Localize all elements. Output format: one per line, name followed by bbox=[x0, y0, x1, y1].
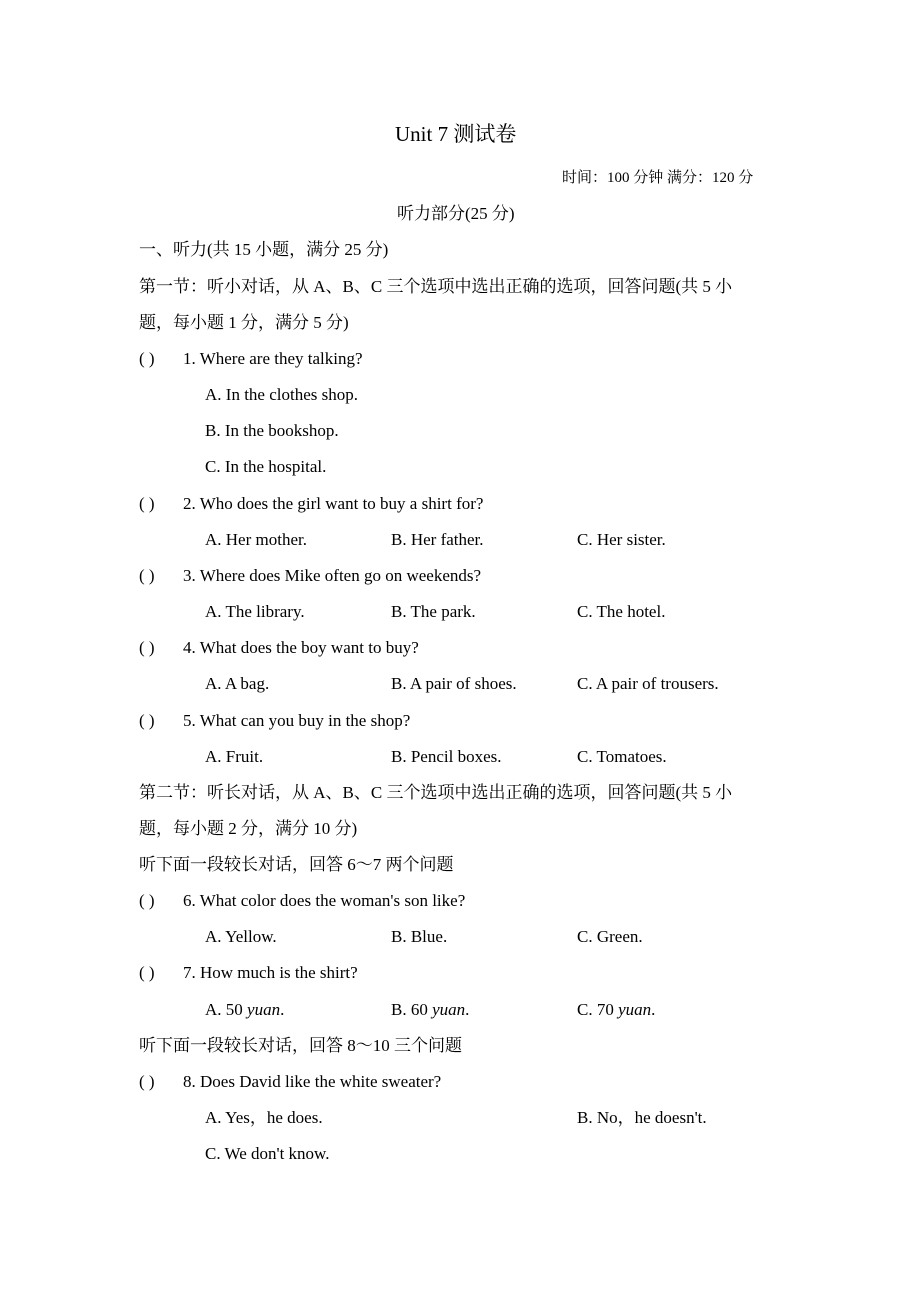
option-b: B. A pair of shoes. bbox=[391, 674, 517, 693]
option-b: B. Pencil boxes. bbox=[391, 747, 502, 766]
option-c: C. We don't know. bbox=[205, 1144, 330, 1163]
answer-blank[interactable]: ( ) bbox=[139, 711, 155, 730]
unit-text: yuan bbox=[618, 1000, 652, 1019]
option-c: C. The hotel. bbox=[577, 602, 666, 621]
option-a: A. Yes，he does. bbox=[205, 1108, 323, 1127]
page-title: Unit 7 测试卷 bbox=[395, 122, 517, 146]
question-text: 6. What color does the woman's son like? bbox=[183, 891, 466, 910]
option-c: C. A pair of trousers. bbox=[577, 674, 719, 693]
question-text: 5. What can you buy in the shop? bbox=[183, 711, 411, 730]
question-text: 8. Does David like the white sweater? bbox=[183, 1072, 442, 1091]
answer-blank[interactable]: ( ) bbox=[139, 963, 155, 982]
group-instruction: 听下面一段较长对话，回答 6～7 两个问题 bbox=[139, 855, 454, 874]
section-heading: 一、听力(共 15 小题，满分 25 分) bbox=[139, 240, 389, 259]
option-a: A. Fruit. bbox=[205, 747, 264, 766]
option-c: C. 70 yuan. bbox=[577, 1000, 656, 1019]
option-a: A. The library. bbox=[205, 602, 305, 621]
answer-blank[interactable]: ( ) bbox=[139, 891, 155, 910]
answer-blank[interactable]: ( ) bbox=[139, 566, 155, 585]
question-text: 2. Who does the girl want to buy a shirt for? bbox=[183, 494, 484, 513]
answer-blank[interactable]: ( ) bbox=[139, 494, 155, 513]
answer-blank[interactable]: ( ) bbox=[139, 638, 155, 657]
answer-blank[interactable]: ( ) bbox=[139, 349, 155, 368]
option-a: A. A bag. bbox=[205, 674, 270, 693]
option-a: A. Her mother. bbox=[205, 530, 307, 549]
option-c: C. Her sister. bbox=[577, 530, 666, 549]
option-c: C. Tomatoes. bbox=[577, 747, 667, 766]
instruction: 题，每小题 1 分，满分 5 分) bbox=[139, 313, 349, 332]
instruction: 第一节：听小对话，从 A、B、C 三个选项中选出正确的选项，回答问题(共 5 小 bbox=[139, 277, 733, 296]
question-text: 3. Where does Mike often go on weekends? bbox=[183, 566, 482, 585]
option-a: A. 50 yuan. bbox=[205, 1000, 285, 1019]
answer-blank[interactable]: ( ) bbox=[139, 1072, 155, 1091]
option-c: C. In the hospital. bbox=[205, 457, 327, 476]
instruction: 第二节：听长对话，从 A、B、C 三个选项中选出正确的选项，回答问题(共 5 小 bbox=[139, 783, 733, 802]
question-text: 4. What does the boy want to buy? bbox=[183, 638, 419, 657]
option-b: B. In the bookshop. bbox=[205, 421, 339, 440]
question-text: 1. Where are they talking? bbox=[183, 349, 363, 368]
option-a: A. In the clothes shop. bbox=[205, 385, 358, 404]
exam-meta: 时间：100 分钟 满分：120 分 bbox=[562, 170, 754, 186]
option-b: B. 60 yuan. bbox=[391, 1000, 470, 1019]
unit-text: yuan bbox=[247, 1000, 281, 1019]
part-heading: 听力部分(25 分) bbox=[397, 204, 515, 223]
option-b: B. Her father. bbox=[391, 530, 484, 549]
option-b: B. No，he doesn't. bbox=[577, 1108, 707, 1127]
unit-text: yuan bbox=[432, 1000, 466, 1019]
option-b: B. The park. bbox=[391, 602, 476, 621]
option-c: C. Green. bbox=[577, 927, 643, 946]
group-instruction: 听下面一段较长对话，回答 8～10 三个问题 bbox=[139, 1036, 462, 1055]
instruction: 题，每小题 2 分，满分 10 分) bbox=[139, 819, 358, 838]
option-b: B. Blue. bbox=[391, 927, 448, 946]
question-text: 7. How much is the shirt? bbox=[183, 963, 358, 982]
option-a: A. Yellow. bbox=[205, 927, 277, 946]
